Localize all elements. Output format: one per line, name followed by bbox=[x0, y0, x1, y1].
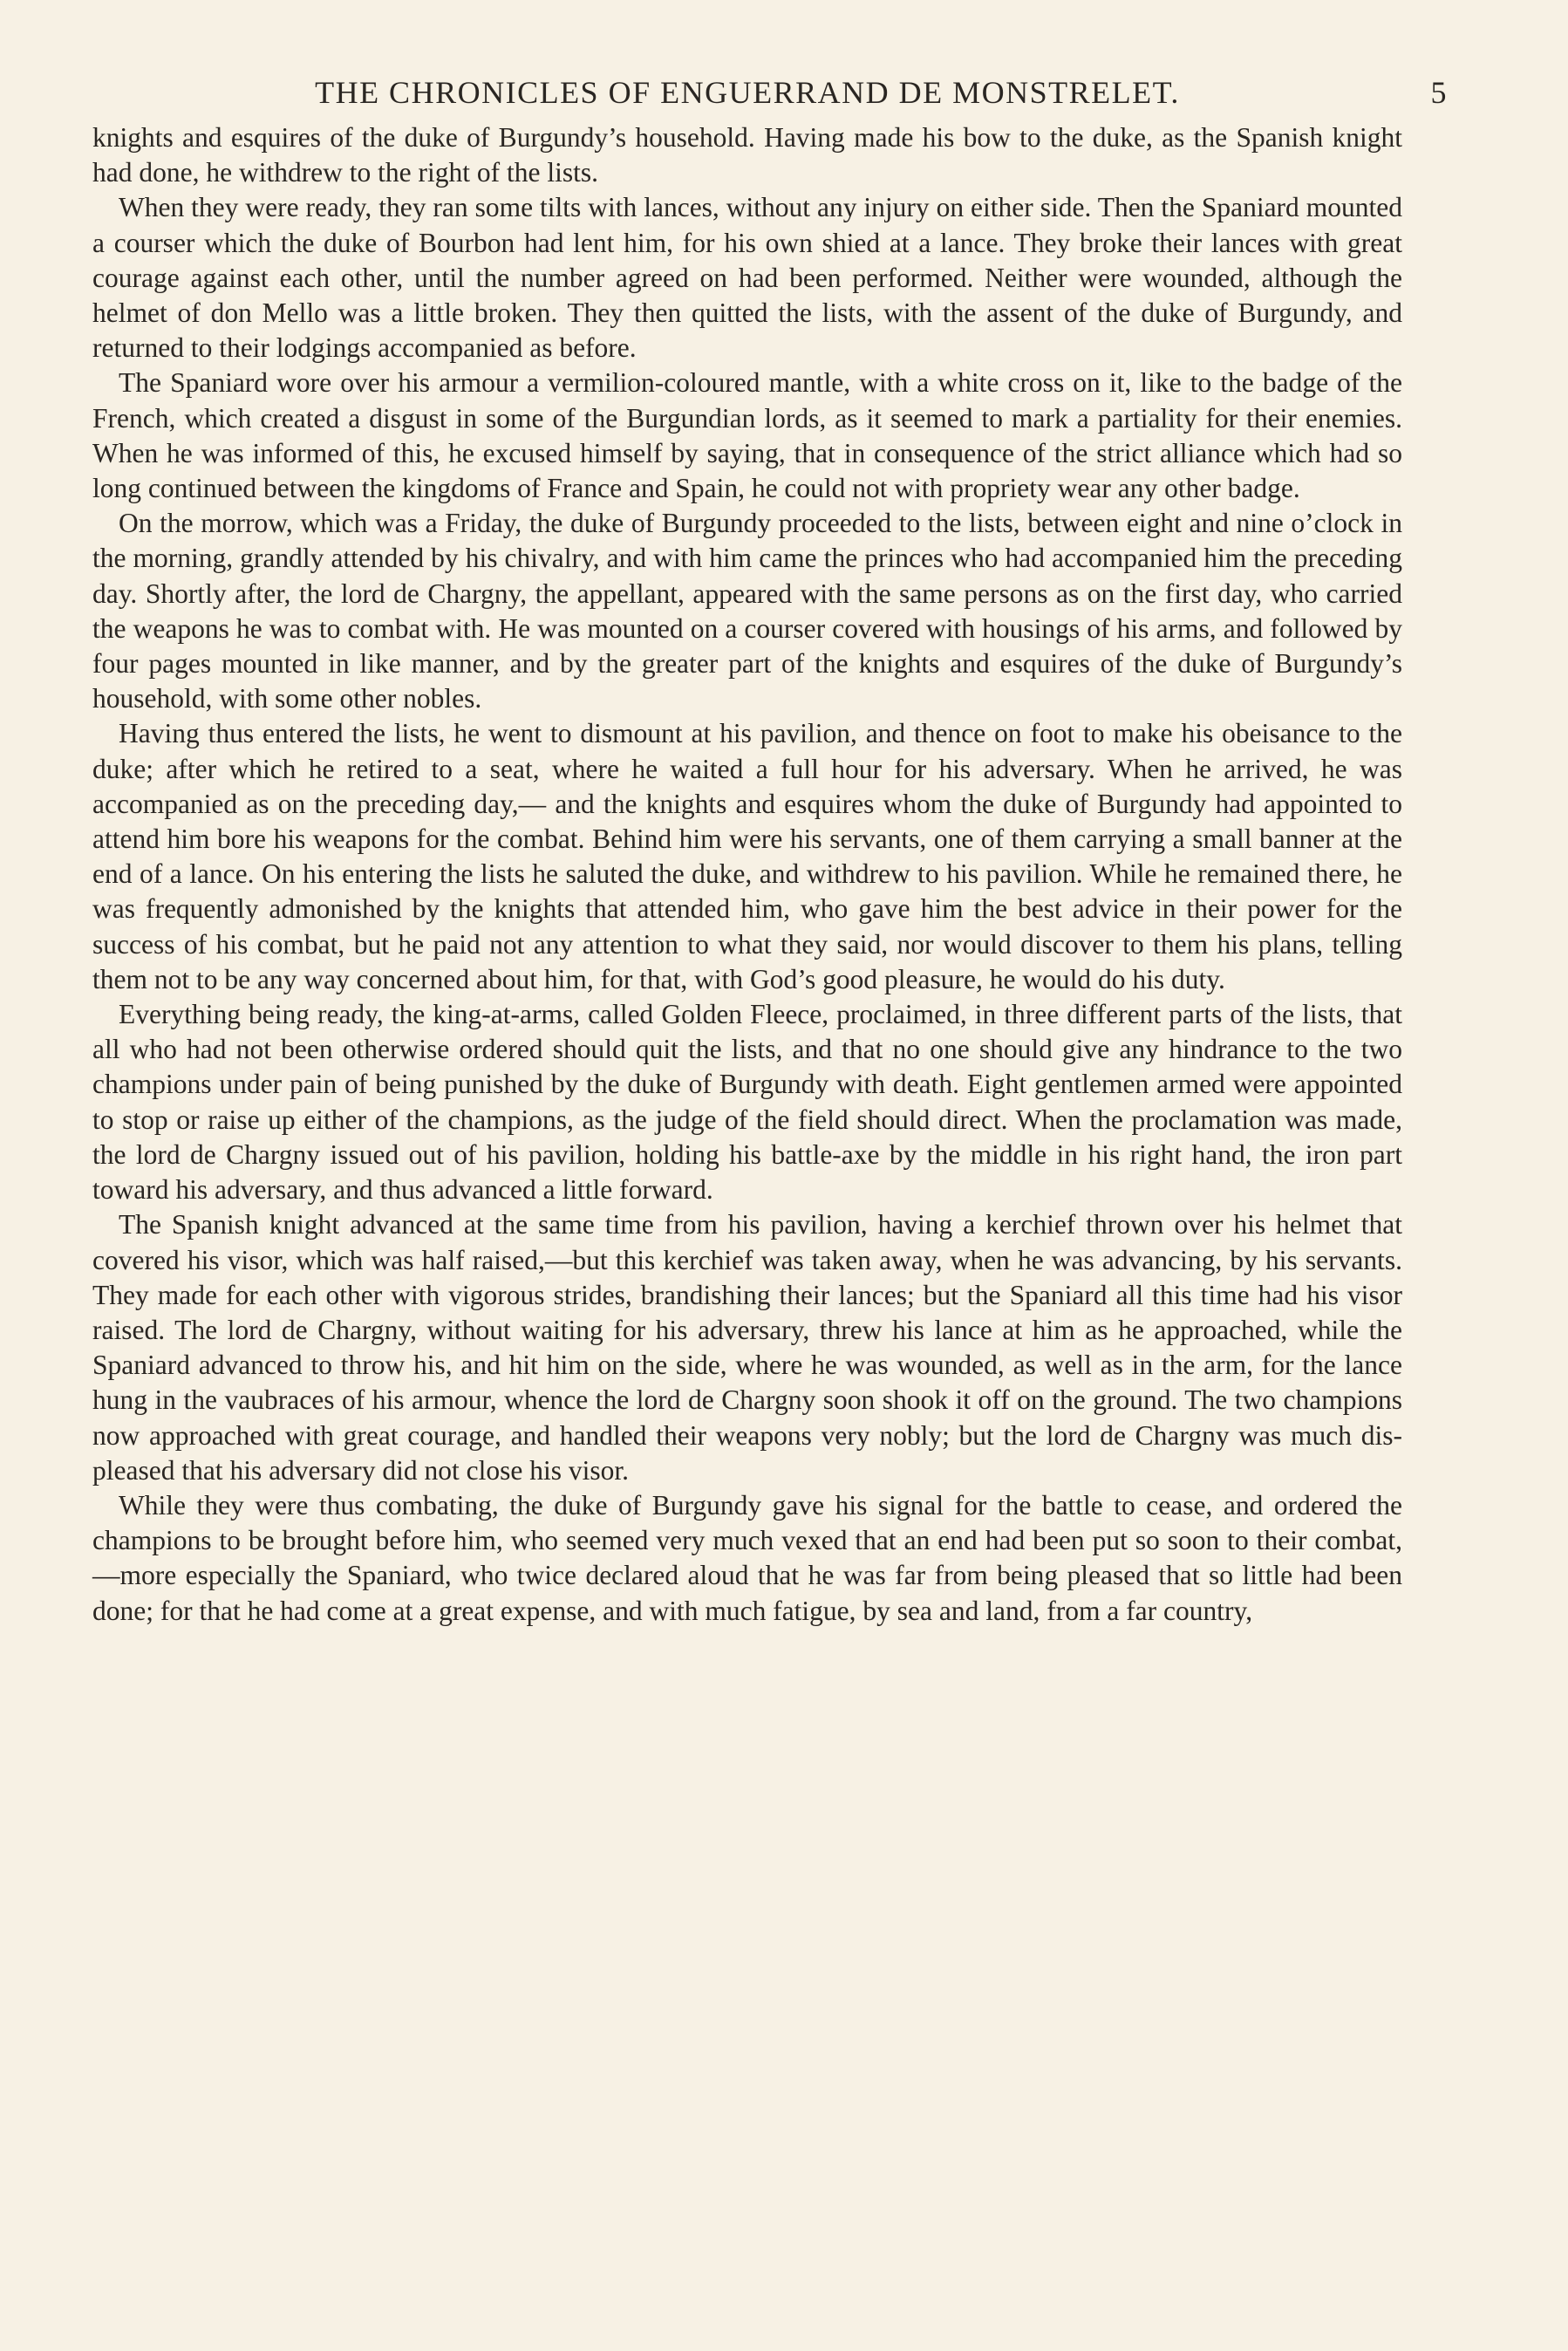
paragraph: knights and esquires of the duke of Burgundy’s household. Having made his bow to the duke, as the Spanish knight had done, he withdrew to the right of the lists. bbox=[92, 122, 1402, 188]
paragraph: While they were thus combating, the duke of Burgundy gave his signal for the battle to cease, and ordered the champions to be brought before him, who seemed very much vexed that an end had been put so soon to their combat,—more especially the Spaniard, who twice declared aloud that he was far from being pleased that so little had been done; for that he had come at a great expense, and with much fatigue, by sea and land, from a far country, bbox=[92, 1489, 1402, 1626]
paragraph: The Spaniard wore over his armour a vermilion-coloured mantle, with a white cross on it, like to the badge of the French, which created a disgust in some of the Burgundian lords, as it seemed to mark a partiality for their enemies. When he was informed of this, he excused himself by saying, that in consequence of the strict alliance which had so long continued between the kingdoms of France and Spain, he could not with propriety wear any other badge. bbox=[92, 367, 1402, 504]
page-number: 5 bbox=[1430, 75, 1448, 110]
running-header bbox=[92, 68, 1448, 117]
paragraph: On the morrow, which was a Friday, the duke of Burgundy proceeded to the lists, between eight and nine o’clock in the morning, grandly attended by his chivalry, and with him came the princes who had accompanied him the preceding day. Shortly after, the lord de Chargny, the appellant, appeared with the same persons as on the first day, who carried the weapons he was to combat with. He was mounted on a courser covered with housings of his arms, and followed by four pages mounted in like manner, and by the greater part of the knights and esquires of the duke of Burgundy’s household, with some other nobles. bbox=[92, 508, 1402, 714]
paragraph: The Spanish knight advanced at the same time from his pavilion, having a kerchief thrown over his helmet that covered his visor, which was half raised,—but this kerchief was taken away, when he was advancing, by his servants. They made for each other with vigorous strides, brandishing their lances; but the Spaniard all this time had his visor raised. The lord de Chargny, without waiting for his adversary, threw his lance at him as he approached, while the Spaniard advanced to throw his, and hit him on the side, where he was wounded, as well as in the arm, for the lance hung in the vaubraces of his armour, whence the lord de Chargny soon shook it off on the ground. The two champions now approached with great courage, and handled their weapons very nobly; but the lord de Chargny was much displeased that his adversary did not close his visor. bbox=[92, 1209, 1402, 1486]
paragraph: When they were ready, they ran some tilts with lances, without any injury on either side. Then the Spaniard mounted a courser which the duke of Bourbon had lent him, for his own shied at a lance. They broke their lances with great courage against each other, until the number agreed on had been performed. Neither were wounded, although the helmet of don Mello was a little broken. They then quitted the lists, with the assent of the duke of Burgundy, and returned to their lodgings accompanied as before. bbox=[92, 192, 1402, 364]
paragraph: Everything being ready, the king-at-arms, called Golden Fleece, proclaimed, in three different parts of the lists, that all who had not been otherwise ordered should quit the lists, and that no one should give any hindrance to the two champions under pain of being punished by the duke of Burgundy with death. Eight gentlemen armed were appointed to stop or raise up either of the champions, as the judge of the field should direct. When the proclamation was made, the lord de Chargny issued out of his pavilion, holding his battle-axe by the middle in his right hand, the iron part toward his adversary, and thus advanced a little forward. bbox=[92, 999, 1402, 1206]
paragraph: Having thus entered the lists, he went to dismount at his pavilion, and thence on foot to make his obeisance to the duke; after which he retired to a seat, where he waited a full hour for his adversary. When he arrived, he was accompanied as on the preceding day,— and the knights and esquires whom the duke of Burgundy had appointed to attend him bore his weapons for the combat. Behind him were his servants, one of them carrying a small banner at the end of a lance. On his entering the lists he saluted the duke, and withdrew to his pavilion. While he remained there, he was frequently admonished by the knights that attended him, who gave him the best advice in their power for the success of his combat, but he paid not any attention to what they said, nor would discover to them his plans, telling them not to be any way concerned about him, for that, with God’s good pleasure, he would do his duty. bbox=[92, 718, 1402, 994]
running-title: THE CHRONICLES OF ENGUERRAND DE MONSTRELET. bbox=[315, 75, 1180, 110]
body-text bbox=[92, 120, 1402, 1629]
